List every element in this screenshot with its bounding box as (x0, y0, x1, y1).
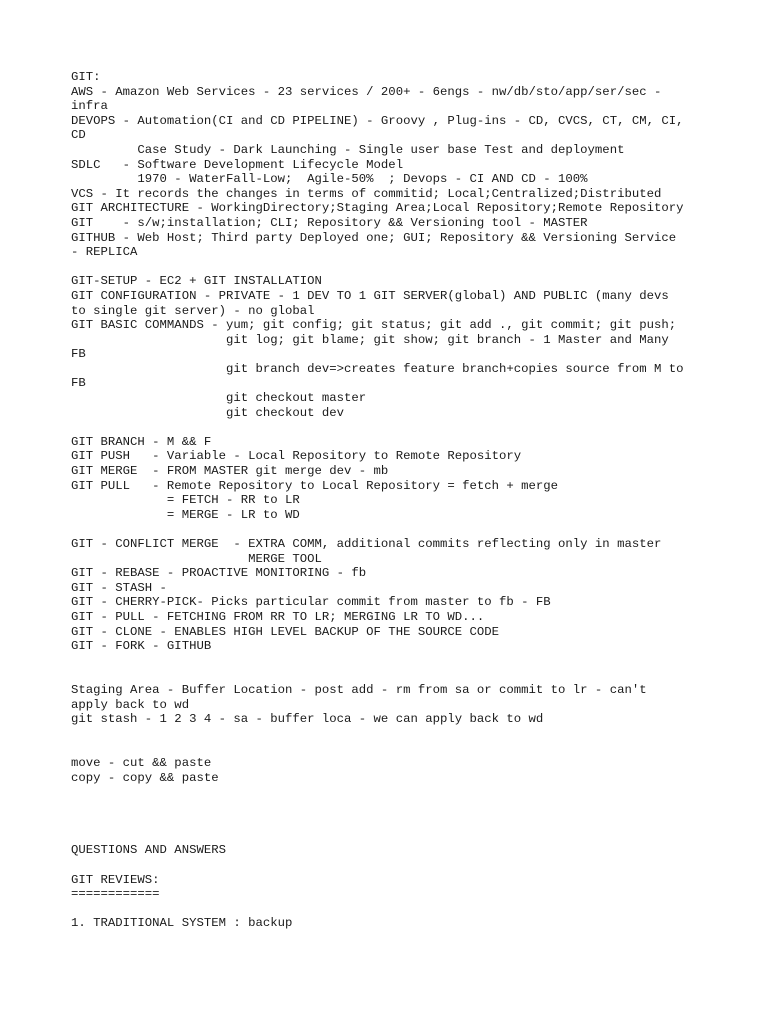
doc-line-basic-commands-3-cont: FB (71, 376, 86, 391)
doc-line-github-cont: - REPLICA (71, 245, 138, 260)
doc-line-blank (71, 727, 731, 742)
doc-line-basic-commands-3: git branch dev=>creates feature branch+copies source from M to (71, 361, 684, 376)
doc-line-blank (71, 522, 731, 537)
doc-line-devops: DEVOPS - Automation(CI and CD PIPELINE) - Groovy , Plug-ins - CD, CVCS, CT, CM, CI, (71, 113, 684, 128)
doc-line-git-branch: GIT BRANCH - M && F (71, 434, 212, 449)
doc-line-move: move - cut && paste (71, 755, 212, 770)
doc-line-title: GIT: (71, 70, 101, 84)
doc-line-github: GITHUB - Web Host; Third party Deployed one; GUI; Repository && Versioning Service (71, 230, 677, 245)
doc-line-stash: GIT - STASH - (71, 580, 167, 595)
doc-line-blank (71, 902, 731, 917)
doc-line-case-study: Case Study - Dark Launching - Single user base Test and deployment (71, 142, 625, 157)
doc-line-checkout-master: git checkout master (71, 391, 367, 406)
doc-line-checkout-dev: git checkout dev (71, 405, 345, 420)
doc-line-git-configuration: GIT CONFIGURATION - PRIVATE - 1 DEV TO 1 GIT SERVER(global) AND PUBLIC (many devs (71, 288, 669, 303)
doc-line-git-configuration-cont: to single git server) - no global (71, 303, 315, 318)
doc-line-aws-cont: infra (71, 99, 108, 114)
doc-line-git-pull-merge: = MERGE - LR to WD (71, 507, 300, 522)
doc-line-git-push: GIT PUSH - Variable - Local Repository to Remote Repository (71, 449, 522, 464)
doc-line-blank (71, 420, 731, 435)
doc-line-rebase: GIT - REBASE - PROACTIVE MONITORING - fb (71, 566, 367, 581)
doc-line-cherry-pick: GIT - CHERRY-PICK- Picks particular commit from master to fb - FB (71, 595, 551, 610)
doc-line-questions-heading: QUESTIONS AND ANSWERS (71, 843, 226, 858)
doc-line-git-architecture: GIT ARCHITECTURE - WorkingDirectory;Staging Area;Local Repository;Remote Repository (71, 201, 684, 216)
doc-line-blank (71, 668, 731, 683)
doc-line-traditional-system: 1. TRADITIONAL SYSTEM : backup (71, 916, 293, 931)
doc-line-blank (71, 814, 731, 829)
doc-line-aws: AWS - Amazon Web Services - 23 services / 200+ - 6engs - nw/db/sto/app/ser/sec - (71, 84, 662, 99)
doc-line-git-pull-fetch: = FETCH - RR to LR (71, 493, 300, 508)
doc-line-copy: copy - copy && paste (71, 770, 219, 785)
doc-line-basic-commands-2: git log; git blame; git show; git branch - 1 Master and Many (71, 332, 669, 347)
doc-line-blank (71, 858, 731, 873)
doc-line-git-stash: git stash - 1 2 3 4 - sa - buffer loca - we can apply back to wd (71, 712, 544, 727)
doc-line-fork: GIT - FORK - GITHUB (71, 639, 212, 654)
doc-line-blank (71, 260, 731, 275)
doc-line-git-pull: GIT PULL - Remote Repository to Local Repository = fetch + merge (71, 478, 559, 493)
doc-line-merge-tool: MERGE TOOL (71, 551, 322, 566)
doc-line-basic-commands-2-cont: FB (71, 347, 86, 362)
doc-line-blank (71, 741, 731, 756)
doc-line-git-reviews: GIT REVIEWS: (71, 872, 160, 887)
doc-line-pull: GIT - PULL - FETCHING FROM RR TO LR; MERGING LR TO WD... (71, 609, 485, 624)
doc-line-git: GIT - s/w;installation; CLI; Repository && Versioning tool - MASTER (71, 215, 588, 230)
doc-line-staging-area-cont: apply back to wd (71, 697, 190, 712)
doc-line-conflict-merge: GIT - CONFLICT MERGE - EXTRA COMM, additional commits reflecting only in master (71, 537, 662, 551)
doc-line-vcs: VCS - It records the changes in terms of commitid; Local;Centralized;Distributed (71, 186, 662, 201)
doc-line-git-merge: GIT MERGE - FROM MASTER git merge dev - mb (71, 464, 389, 479)
doc-line-staging-area: Staging Area - Buffer Location - post add - rm from sa or commit to lr - can't (71, 682, 647, 697)
doc-line-sdlc: SDLC - Software Development Lifecycle Model (71, 157, 404, 172)
doc-line-underline: ============ (71, 887, 160, 902)
doc-line-sdlc-models: 1970 - WaterFall-Low; Agile-50% ; Devops - CI AND CD - 100% (71, 172, 588, 187)
doc-line-blank (71, 829, 731, 844)
doc-line-basic-commands: GIT BASIC COMMANDS - yum; git config; git status; git add ., git commit; git push; (71, 318, 677, 333)
doc-line-blank (71, 800, 731, 815)
doc-line-blank (71, 654, 731, 669)
doc-line-git-setup: GIT-SETUP - EC2 + GIT INSTALLATION (71, 274, 322, 289)
doc-line-devops-cont: CD (71, 128, 86, 143)
doc-line-blank (71, 785, 731, 800)
document-page (71, 70, 731, 931)
doc-line-clone: GIT - CLONE - ENABLES HIGH LEVEL BACKUP OF THE SOURCE CODE (71, 624, 500, 639)
